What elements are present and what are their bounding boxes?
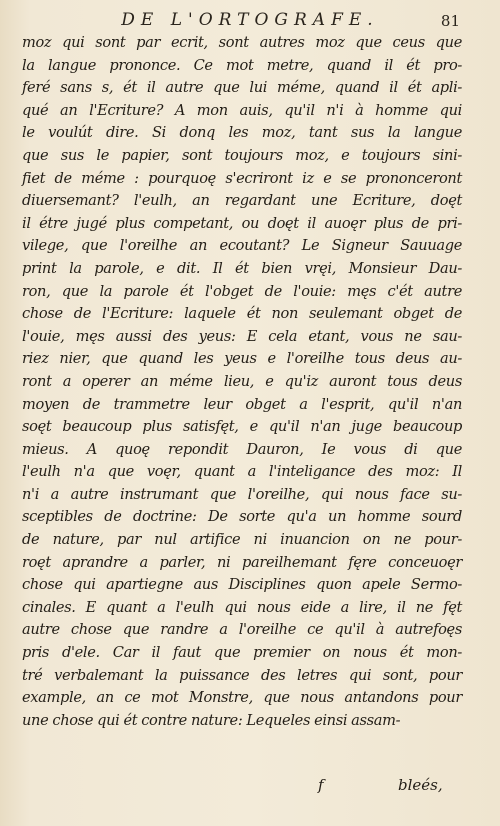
text-line: fiet de méme : pourquoę s'ecriront iz e se prononceront bbox=[22, 169, 462, 187]
page-number: 81 bbox=[440, 12, 460, 30]
text-line: de nature, par nul artifice ni inuancion on ne pour- bbox=[22, 531, 462, 549]
text-line: sceptibles de doctrine: De sorte qu'a un homme sourd bbox=[22, 508, 462, 526]
text-line: moz qui sont par ecrit, sont autres moz que ceus que bbox=[22, 34, 462, 51]
text-line: n'i a autre instrumant que l'oreilhe, qui nous face su- bbox=[22, 485, 462, 503]
running-title: DE L'ORTOGRAFE. bbox=[121, 10, 379, 30]
text-line: soęt beaucoup plus satisfęt, e qu'il n'an juge beaucoup bbox=[22, 418, 462, 436]
text-line: cinales. E quant a l'eulh qui nous eide a lire, il ne fęt bbox=[22, 598, 462, 616]
text-line: feré sans s, ét il autre que lui méme, quand il ét apli- bbox=[22, 79, 462, 97]
text-line: le voulút dire. Si donq les moz, tant sus la langue bbox=[22, 124, 462, 142]
text-line: une chose qui ét contre nature: Lequeles einsi assam- bbox=[22, 711, 401, 729]
text-line: la langue prononce. Ce mot metre, quand il ét pro- bbox=[22, 56, 462, 74]
text-line: roęt aprandre a parler, ni pareilhemant fęre conceuoęr bbox=[22, 553, 462, 571]
text-line: tré verbalemant la puissance des letres qui sont, pour bbox=[22, 666, 462, 684]
text-line: qué an l'Ecriture? A mon auis, qu'il n'i à homme qui bbox=[22, 101, 462, 119]
text-line: ront a operer an méme lieu, e qu'iz auront tous deus bbox=[22, 372, 462, 390]
text-line: mieus. A quoę repondit Dauron, Ie vous di que bbox=[22, 440, 462, 458]
body-text bbox=[22, 32, 462, 732]
text-line: example, an ce mot Monstre, que nous antandons pour bbox=[22, 689, 462, 707]
catchword: bleés, bbox=[398, 776, 443, 794]
text-line: chose qui apartiegne aus Disciplines quon apele Sermo- bbox=[22, 576, 462, 594]
text-line: chose de l'Ecriture: laquele ét non seulemant obget de bbox=[22, 305, 462, 323]
text-line: que sus le papier, sont toujours moz, e toujours sini- bbox=[22, 146, 462, 164]
text-line: l'ouie, męs aussi des yeus: E cela etant, vous ne sau- bbox=[22, 327, 462, 345]
text-line: print la parole, e dit. Il ét bien vręi, Monsieur Dau- bbox=[22, 259, 462, 277]
text-line: l'eulh n'a que voęr, quant a l'inteligance des moz: Il bbox=[22, 463, 462, 481]
text-line: pris d'ele. Car il faut que premier on nous ét mon- bbox=[22, 644, 462, 662]
text-line: il étre jugé plus competant, ou doęt il auoęr plus de pri- bbox=[22, 214, 462, 232]
text-line: ron, que la parole ét l'obget de l'ouie: męs c'ét autre bbox=[22, 282, 462, 300]
text-line: diuersemant? l'eulh, an regardant une Ecriture, doęt bbox=[22, 192, 462, 210]
text-line: vilege, que l'oreilhe an ecoutant? Le Signeur Sauuage bbox=[22, 237, 462, 255]
signature-mark: f bbox=[318, 776, 324, 794]
text-line: moyen de trammetre leur obget a l'esprit, qu'il n'an bbox=[22, 395, 462, 413]
text-line: autre chose que randre a l'oreilhe ce qu'il à autrefoęs bbox=[22, 621, 462, 639]
text-line: riez nier, que quand les yeus e l'oreilhe tous deus au- bbox=[22, 350, 462, 368]
